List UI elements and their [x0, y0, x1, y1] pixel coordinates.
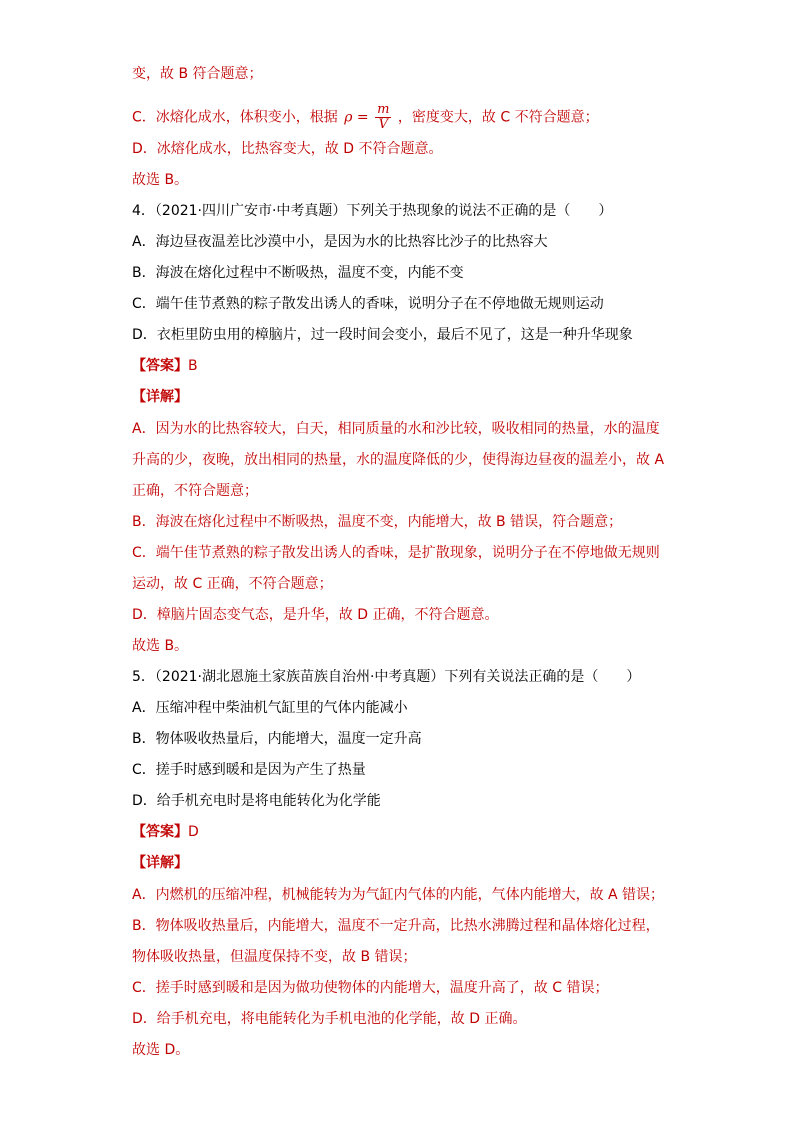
answer-value: D — [188, 824, 199, 840]
explanation-text: C．冰熔化成水，体积变小，根据 — [132, 109, 338, 126]
fraction — [375, 103, 391, 132]
explanation-line: D．樟脑片固态变气态，是升华，故 D 正确，不符合题意。 — [132, 607, 499, 623]
explanation-line: C．搓手时感到暖和是因为做功使物体的内能增大，温度升高了，故 C 错误； — [132, 980, 609, 996]
explanation-line: 变，故 B 符合题意； — [132, 66, 263, 82]
explanation-line: D．给手机充电，将电能转化为手机电池的化学能，故 D 正确。 — [132, 1011, 527, 1027]
question-4-detail — [132, 387, 188, 407]
question-5-stem: 5．（2021·湖北恩施土家族苗族自治州·中考真题）下列有关说法正确的是（ ） — [132, 669, 641, 685]
question-5-option-a: A．压缩冲程中柴油机气缸里的气体内能减小 — [132, 700, 408, 716]
rho-symbol: ρ = — [344, 109, 369, 126]
choose-line: 故选 B。 — [132, 172, 189, 188]
question-5-detail — [132, 853, 188, 873]
question-4-option-b: B．海波在熔化过程中不断吸热，温度不变，内能不变 — [132, 265, 464, 281]
fraction-numerator: m — [377, 102, 390, 117]
explanation-line: A．内燃机的压缩冲程，机械能转为为气缸内气体的内能，气体内能增大，故 A 错误； — [132, 887, 665, 903]
question-5-option-c: C．搓手时感到暖和是因为产生了热量 — [132, 762, 366, 778]
explanation-line: A．因为水的比热容较大，白天，相同质量的水和沙比较，吸收相同的热量，水的温度 — [132, 421, 660, 437]
explanation-text: ，密度变大，故 C 不符合题意； — [397, 109, 599, 126]
explanation-line: C．端午佳节煮熟的粽子散发出诱人的香味，是扩散现象，说明分子在不停地做无规则 — [132, 545, 660, 561]
question-5-option-d: D．给手机充电时是将电能转化为化学能 — [132, 793, 381, 809]
question-4-option-d: D．衣柜里防虫用的樟脑片，过一段时间会变小，最后不见了，这是一种升华现象 — [132, 327, 633, 343]
explanation-line: 运动，故 C 正确，不符合题意； — [132, 576, 333, 592]
answer-tag: 【答案】 — [132, 358, 188, 374]
explanation-line: B．海波在熔化过程中不断吸热，温度不变，内能增大，故 B 错误，符合题意； — [132, 514, 623, 530]
choose-line: 故选 D。 — [132, 1042, 190, 1058]
choose-line: 故选 B。 — [132, 638, 189, 654]
detail-tag: 【详解】 — [132, 855, 188, 871]
detail-tag: 【详解】 — [132, 389, 188, 405]
question-4-option-a: A．海边昼夜温差比沙漠中小，是因为水的比热容比沙子的比热容大 — [132, 234, 548, 250]
explanation-line-formula — [132, 103, 599, 132]
explanation-line: D．冰熔化成水，比热容变大，故 D 不符合题意。 — [132, 141, 443, 157]
question-4-answer — [132, 356, 198, 376]
question-5-answer — [132, 822, 199, 842]
explanation-line: B．物体吸收热量后，内能增大，温度不一定升高，比热水沸腾过程和晶体熔化过程， — [132, 918, 660, 934]
question-4-option-c: C．端午佳节煮熟的粽子散发出诱人的香味，说明分子在不停地做无规则运动 — [132, 296, 604, 312]
question-4-stem: 4．（2021·四川广安市·中考真题）下列关于热现象的说法不正确的是（ ） — [132, 203, 613, 219]
answer-tag: 【答案】 — [132, 824, 188, 840]
question-5-option-b: B．物体吸收热量后，内能增大，温度一定升高 — [132, 731, 422, 747]
density-formula — [344, 103, 391, 132]
explanation-line: 升高的少，夜晚，放出相同的热量，水的温度降低的少，使得海边昼夜的温差小，故 A — [132, 452, 665, 468]
answer-value: B — [188, 358, 198, 374]
explanation-line: 正确，不符合题意； — [132, 483, 258, 499]
fraction-denominator: V — [378, 117, 388, 132]
explanation-line: 物体吸收热量，但温度保持不变，故 B 错误； — [132, 949, 417, 965]
